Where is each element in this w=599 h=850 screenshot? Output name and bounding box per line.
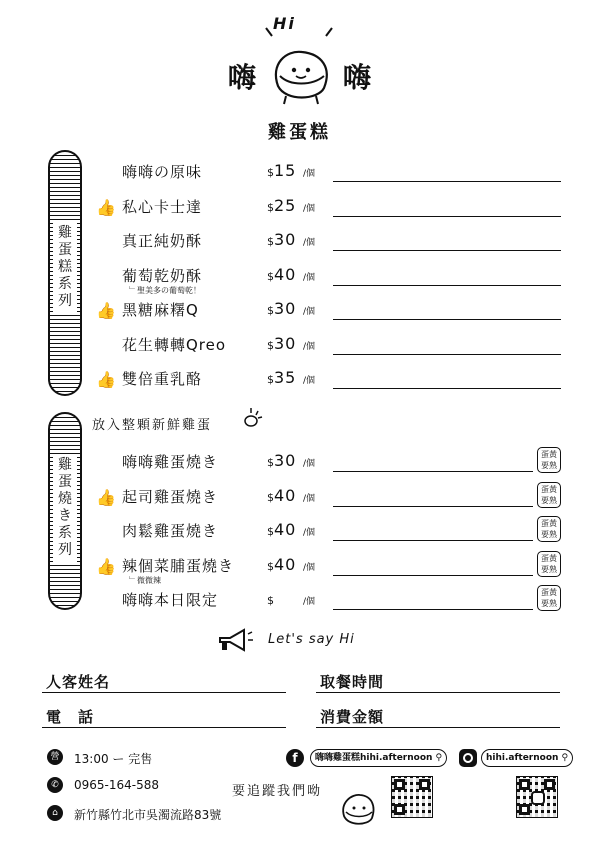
item-price (267, 195, 316, 215)
price-unit: /個 (303, 597, 316, 607)
egg-tag-line2: 要熟 (541, 530, 557, 539)
price-unit: /個 (303, 376, 316, 386)
item-note: ﹂微微辣 (129, 575, 161, 585)
item-price (267, 554, 316, 574)
menu-row (0, 451, 599, 481)
series-label-cake: 雞蛋糕系列 (53, 222, 77, 313)
price-value: 30 (274, 230, 297, 249)
hours-text: 13:00 ー 完售 (74, 752, 153, 766)
price-value: 40 (274, 520, 297, 539)
price-unit: /個 (303, 272, 316, 283)
hi-text: Hi (273, 14, 296, 33)
facebook-icon[interactable]: f (286, 749, 304, 767)
currency-sign: $ (267, 373, 274, 386)
brand-char-right: 嗨 (343, 61, 372, 94)
item-price (267, 451, 316, 470)
item-price (267, 299, 316, 318)
item-price (267, 485, 316, 505)
menu-row (0, 368, 599, 398)
price-value: 40 (274, 554, 297, 574)
price-unit: /個 (303, 203, 316, 214)
price-value: 25 (274, 195, 297, 215)
total-field[interactable] (316, 727, 560, 728)
customer-name-label: 人客姓名 (46, 673, 111, 691)
item-name: 真正純奶酥 (122, 232, 203, 250)
mascot-small-icon (338, 790, 378, 830)
currency-sign: $ (267, 235, 274, 248)
price-value: 30 (274, 299, 297, 318)
egg-tag-line1: 蛋黃 (541, 553, 557, 563)
currency-sign: $ (267, 304, 274, 317)
price-value: 40 (274, 485, 297, 505)
item-name: 辣個菜脯蛋燒き (122, 556, 235, 575)
quantity-line[interactable] (333, 506, 533, 507)
total-label: 消費金額 (320, 708, 385, 726)
menu-row (0, 589, 599, 619)
thumbs-up-icon: 👍 (96, 197, 116, 217)
menu-row (0, 334, 599, 364)
currency-sign: $ (267, 490, 274, 504)
price-value: 30 (274, 333, 297, 353)
instagram-qr-code[interactable] (516, 776, 558, 818)
phone-text: 0965-164-588 (74, 778, 160, 792)
price-unit: /個 (303, 493, 316, 504)
item-price (267, 368, 316, 387)
currency-sign: $ (267, 559, 274, 573)
menu-row (0, 196, 599, 226)
egg-tag-line2: 要熟 (541, 461, 557, 470)
instagram-handle[interactable]: hihi.afternoon ⚲ (481, 749, 573, 767)
currency-sign: $ (267, 594, 274, 607)
price-value: 40 (274, 264, 297, 284)
menu-row (0, 230, 599, 260)
item-name: 黑糖麻糬Q (122, 301, 199, 319)
facebook-handle-text: 嗨嗨雞蛋糕hihi.afternoon (315, 753, 433, 763)
menu-row (0, 520, 599, 550)
item-name: 雙倍重乳酪 (122, 370, 203, 388)
home-icon: ⌂ (47, 805, 63, 821)
egg-tag-line1: 蛋黃 (541, 484, 557, 494)
item-price (267, 589, 316, 608)
price-unit: /個 (303, 307, 316, 317)
address-text: 新竹縣竹北市吳濁流路83號 (74, 808, 222, 822)
phone-label: 電 話 (46, 708, 95, 726)
sparkle-lines-icon (262, 24, 338, 40)
quantity-line[interactable] (333, 285, 561, 286)
egg-tag-line2: 要熟 (541, 564, 557, 574)
menu-row (0, 161, 599, 191)
thumbs-up-icon: 👍 (96, 370, 116, 389)
section2-title: 放入整顆新鮮雞蛋 (92, 418, 213, 433)
phone-icon: ✆ (47, 777, 63, 793)
quantity-line[interactable] (333, 575, 533, 576)
thumbs-up-icon: 👍 (96, 487, 116, 507)
currency-sign: $ (267, 525, 274, 538)
item-name: 葡萄乾奶酥 (122, 266, 203, 285)
egg-tag-line1: 蛋黃 (541, 588, 557, 597)
egg-yolk-tag[interactable] (537, 516, 561, 542)
phone-field[interactable] (42, 727, 286, 728)
menu-row (0, 265, 599, 295)
item-price (267, 230, 316, 249)
instagram-handle-text: hihi.afternoon (486, 753, 559, 763)
price-value: 15 (274, 161, 297, 180)
lets-say-hi: Let's say Hi (268, 632, 355, 647)
egg-tag-line1: 蛋黃 (541, 450, 557, 459)
quantity-line[interactable] (333, 319, 561, 320)
pickup-time-label: 取餐時間 (320, 673, 385, 691)
item-price (267, 520, 316, 539)
item-note-text: 微微辣 (137, 575, 161, 585)
menu-row (0, 486, 599, 516)
quantity-line[interactable] (333, 540, 533, 541)
item-note: ﹂聖美多の葡萄乾！ (129, 285, 201, 295)
currency-sign: $ (267, 456, 274, 469)
pickup-time-field[interactable] (316, 692, 560, 693)
price-unit: /個 (303, 341, 316, 352)
quantity-line[interactable] (333, 250, 561, 251)
price-unit: /個 (303, 528, 316, 538)
item-price (267, 333, 316, 353)
brand-char-left: 嗨 (228, 61, 257, 94)
facebook-qr-code[interactable] (391, 776, 433, 818)
quantity-line[interactable] (333, 609, 533, 610)
currency-sign: $ (267, 269, 274, 283)
egg-sun-icon (238, 406, 264, 430)
item-price (267, 161, 316, 180)
price-value: 35 (274, 368, 297, 387)
item-price (267, 264, 316, 284)
price-unit: /個 (303, 169, 316, 179)
egg-cake-mascot-icon (268, 46, 334, 106)
hours-icon: 營 (47, 749, 63, 765)
item-name: 嗨嗨本日限定 (122, 591, 219, 609)
item-name: 私心卡士達 (122, 197, 203, 216)
egg-tag-line2: 要熟 (541, 599, 557, 608)
price-unit: /個 (303, 459, 316, 469)
quantity-line[interactable] (333, 388, 561, 389)
quantity-line[interactable] (333, 471, 533, 472)
egg-yolk-tag[interactable] (537, 482, 561, 508)
subtitle: 雞蛋糕 (268, 122, 331, 143)
egg-tag-line1: 蛋黃 (541, 519, 557, 528)
follow-text: 要追蹤我們呦 (232, 784, 323, 799)
currency-sign: $ (267, 200, 274, 214)
egg-yolk-tag[interactable] (537, 447, 561, 473)
customer-name-field[interactable] (42, 692, 286, 693)
item-name: 嗨嗨雞蛋燒き (122, 453, 219, 471)
egg-yolk-tag[interactable] (537, 551, 561, 577)
quantity-line[interactable] (333, 216, 561, 217)
megaphone-icon (214, 626, 254, 656)
menu-row (0, 299, 599, 329)
instagram-icon[interactable] (459, 749, 477, 767)
facebook-handle[interactable]: 嗨嗨雞蛋糕hihi.afternoon ⚲ (310, 749, 447, 767)
menu-row (0, 555, 599, 585)
price-unit: /個 (303, 238, 316, 248)
currency-sign: $ (267, 166, 274, 179)
item-name: 花生轉轉Qreo (122, 335, 227, 354)
item-name: 起司雞蛋燒き (122, 487, 219, 506)
quantity-line[interactable] (333, 354, 561, 355)
thumbs-up-icon: 👍 (96, 301, 116, 320)
item-name: 肉鬆雞蛋燒き (122, 522, 219, 540)
currency-sign: $ (267, 338, 274, 352)
item-name: 嗨嗨の原味 (122, 163, 203, 181)
price-unit: /個 (303, 562, 316, 573)
series-label-yaki: 雞蛋燒き系列 (53, 454, 77, 562)
egg-tag-line2: 要熟 (541, 495, 557, 505)
quantity-line[interactable] (333, 181, 561, 182)
price-value: 30 (274, 451, 297, 470)
item-note-text: 聖美多の葡萄乾！ (137, 285, 201, 295)
thumbs-up-icon: 👍 (96, 556, 116, 576)
egg-yolk-tag[interactable] (537, 585, 561, 611)
